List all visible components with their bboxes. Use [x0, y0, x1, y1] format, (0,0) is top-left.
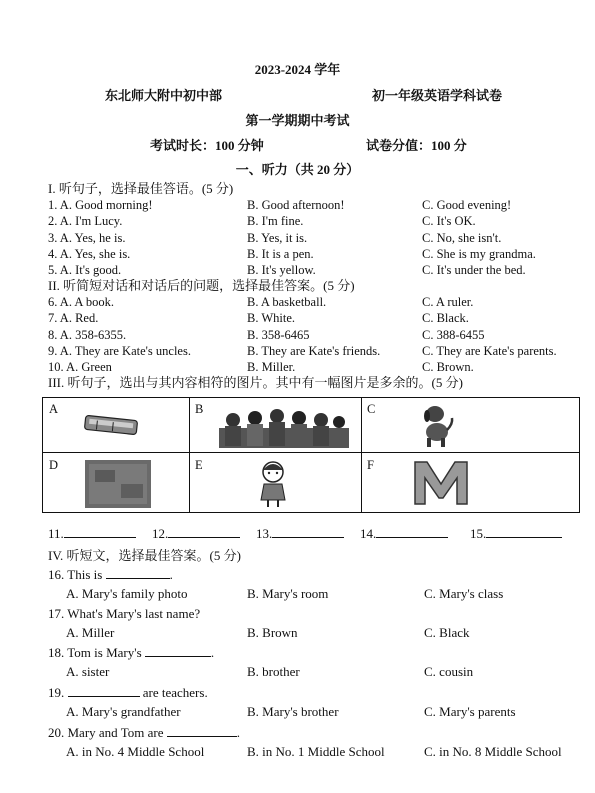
letter-m-picture [411, 458, 471, 506]
school-name: 东北师大附中初中部 [105, 88, 223, 103]
part2-q4-option-c[interactable]: C. They are Kate's parents. [422, 343, 557, 358]
part2-q5-option-c[interactable]: C. Brown. [422, 360, 474, 375]
part1-q3-option-a[interactable]: 3. A. Yes, he is. [48, 230, 126, 245]
part1-q1-option-b[interactable]: B. Good afternoon! [247, 198, 345, 212]
part2-q2-option-a[interactable]: 7. A. Red. [48, 311, 99, 326]
part4-q17-stem: 17. What's Mary's last name? [48, 606, 201, 621]
part4-q18-option-a[interactable]: A. sister [66, 664, 110, 679]
part1-q1-option-c[interactable]: C. Good evening! [422, 198, 512, 212]
part2-q5-option-b[interactable]: B. Miller. [247, 360, 296, 375]
picture-label-f: F [367, 458, 374, 472]
part4-q16-option-c[interactable]: C. Mary's class [424, 586, 504, 601]
part2-title: II. 听简短对话和对话后的问题，选择最佳答案。(5 分) [48, 278, 355, 293]
part1-q2-option-a[interactable]: 2. A. I'm Lucy. [48, 214, 123, 229]
part4-q19-option-c[interactable]: C. Mary's parents [424, 704, 516, 719]
part2-q2-option-c[interactable]: C. Black. [422, 311, 469, 326]
answer-blank-20[interactable] [167, 736, 237, 737]
pencil-box-picture [83, 414, 143, 438]
part4-q17-option-a[interactable]: A. Miller [66, 625, 115, 640]
part4-q20-option-b[interactable]: B. in No. 1 Middle School [247, 744, 385, 759]
answer-blank-19[interactable] [68, 696, 140, 697]
part4-q17-option-c[interactable]: C. Black [424, 625, 470, 640]
exam-subject: 初一年级英语学科试卷 [372, 88, 503, 103]
part1-q1-option-a[interactable]: 1. A. Good morning! [48, 198, 153, 212]
answer-blank-13[interactable]: 13. [256, 527, 344, 540]
answer-blank-18[interactable] [145, 656, 211, 657]
part4-q20-stem: 20. Mary and Tom are . [48, 725, 240, 740]
part4-q18-stem: 18. Tom is Mary's . [48, 645, 215, 660]
part2-q4-option-a[interactable]: 9. A. They are Kate's uncles. [48, 343, 191, 358]
part1-q5-option-c[interactable]: C. It's under the bed. [422, 263, 526, 278]
part4-q17-option-b[interactable]: B. Brown [247, 625, 298, 640]
picture-label-d: D [49, 458, 59, 472]
answer-blank-12[interactable]: 12. [152, 527, 240, 540]
part1-q4-option-a[interactable]: 4. A. Yes, she is. [48, 246, 131, 261]
part2-q3-option-a[interactable]: 8. A. 358-6355. [48, 327, 127, 342]
part1-q2-option-c[interactable]: C. It's OK. [422, 214, 476, 229]
part4-q19-option-b[interactable]: B. Mary's brother [247, 704, 339, 719]
picture-label-e: E [195, 458, 203, 472]
dog-picture [419, 404, 455, 448]
part4-title: IV. 听短文，选择最佳答案。(5 分) [48, 548, 241, 563]
exam-duration: 考试时长：100 分钟 [150, 138, 264, 153]
girl-picture [256, 460, 290, 508]
part4-q16-option-b[interactable]: B. Mary's room [247, 586, 329, 601]
part2-q5-option-a[interactable]: 10. A. Green [48, 360, 112, 375]
dark-square-picture [85, 460, 151, 508]
part1-q4-option-b[interactable]: B. It is a pen. [247, 246, 314, 261]
answer-blank-15[interactable]: 15. [470, 527, 562, 540]
answer-blank-11[interactable]: 11. [48, 527, 136, 540]
part1-q2-option-b[interactable]: B. I'm fine. [247, 214, 304, 229]
part2-q1-option-a[interactable]: 6. A. A book. [48, 295, 114, 309]
part2-q3-option-b[interactable]: B. 358-6465 [247, 327, 310, 342]
exam-year: 2023-2024 学年 [254, 62, 341, 77]
exam-term: 第一学期期中考试 [245, 113, 350, 128]
picture-grid [42, 397, 580, 513]
family-photo-picture [219, 406, 349, 448]
part4-q18-option-c[interactable]: C. cousin [424, 664, 474, 679]
section-heading: 一、听力（共 20 分） [235, 162, 360, 177]
picture-label-a: A [49, 402, 59, 416]
part2-q2-option-b[interactable]: B. White. [247, 311, 296, 326]
part1-q5-option-b[interactable]: B. It's yellow. [247, 263, 316, 278]
part1-q4-option-c[interactable]: C. She is my grandma. [422, 246, 536, 261]
part3-title: III. 听句子，选出与其内容相符的图片。其中有一幅图片是多余的。(5 分) [48, 375, 463, 390]
part1-q5-option-a[interactable]: 5. A. It's good. [48, 263, 122, 278]
part4-q20-option-a[interactable]: A. in No. 4 Middle School [66, 744, 205, 759]
part2-q3-option-c[interactable]: C. 388-6455 [422, 327, 485, 342]
part1-title: I. 听句子，选择最佳答语。(5 分) [48, 181, 234, 196]
part4-q16-option-a[interactable]: A. Mary's family photo [66, 586, 188, 601]
part4-q20-option-c[interactable]: C. in No. 8 Middle School [424, 744, 562, 759]
exam-score: 试卷分值：100 分 [366, 138, 467, 153]
answer-blank-16[interactable] [106, 578, 170, 579]
part1-q3-option-b[interactable]: B. Yes, it is. [247, 230, 308, 245]
part4-q18-option-b[interactable]: B. brother [247, 664, 300, 679]
picture-label-b: B [195, 402, 204, 416]
picture-label-c: C [367, 402, 376, 416]
part2-q4-option-b[interactable]: B. They are Kate's friends. [247, 343, 381, 358]
part1-q3-option-c[interactable]: C. No, she isn't. [422, 230, 502, 245]
part4-q16-stem: 16. This is . [48, 567, 173, 582]
part2-q1-option-c[interactable]: C. A ruler. [422, 295, 474, 309]
part4-q19-stem: 19. are teachers. [48, 685, 208, 700]
part2-q1-option-b[interactable]: B. A basketball. [247, 295, 327, 309]
answer-blank-14[interactable]: 14. [360, 527, 448, 540]
part4-q19-option-a[interactable]: A. Mary's grandfather [66, 704, 181, 719]
